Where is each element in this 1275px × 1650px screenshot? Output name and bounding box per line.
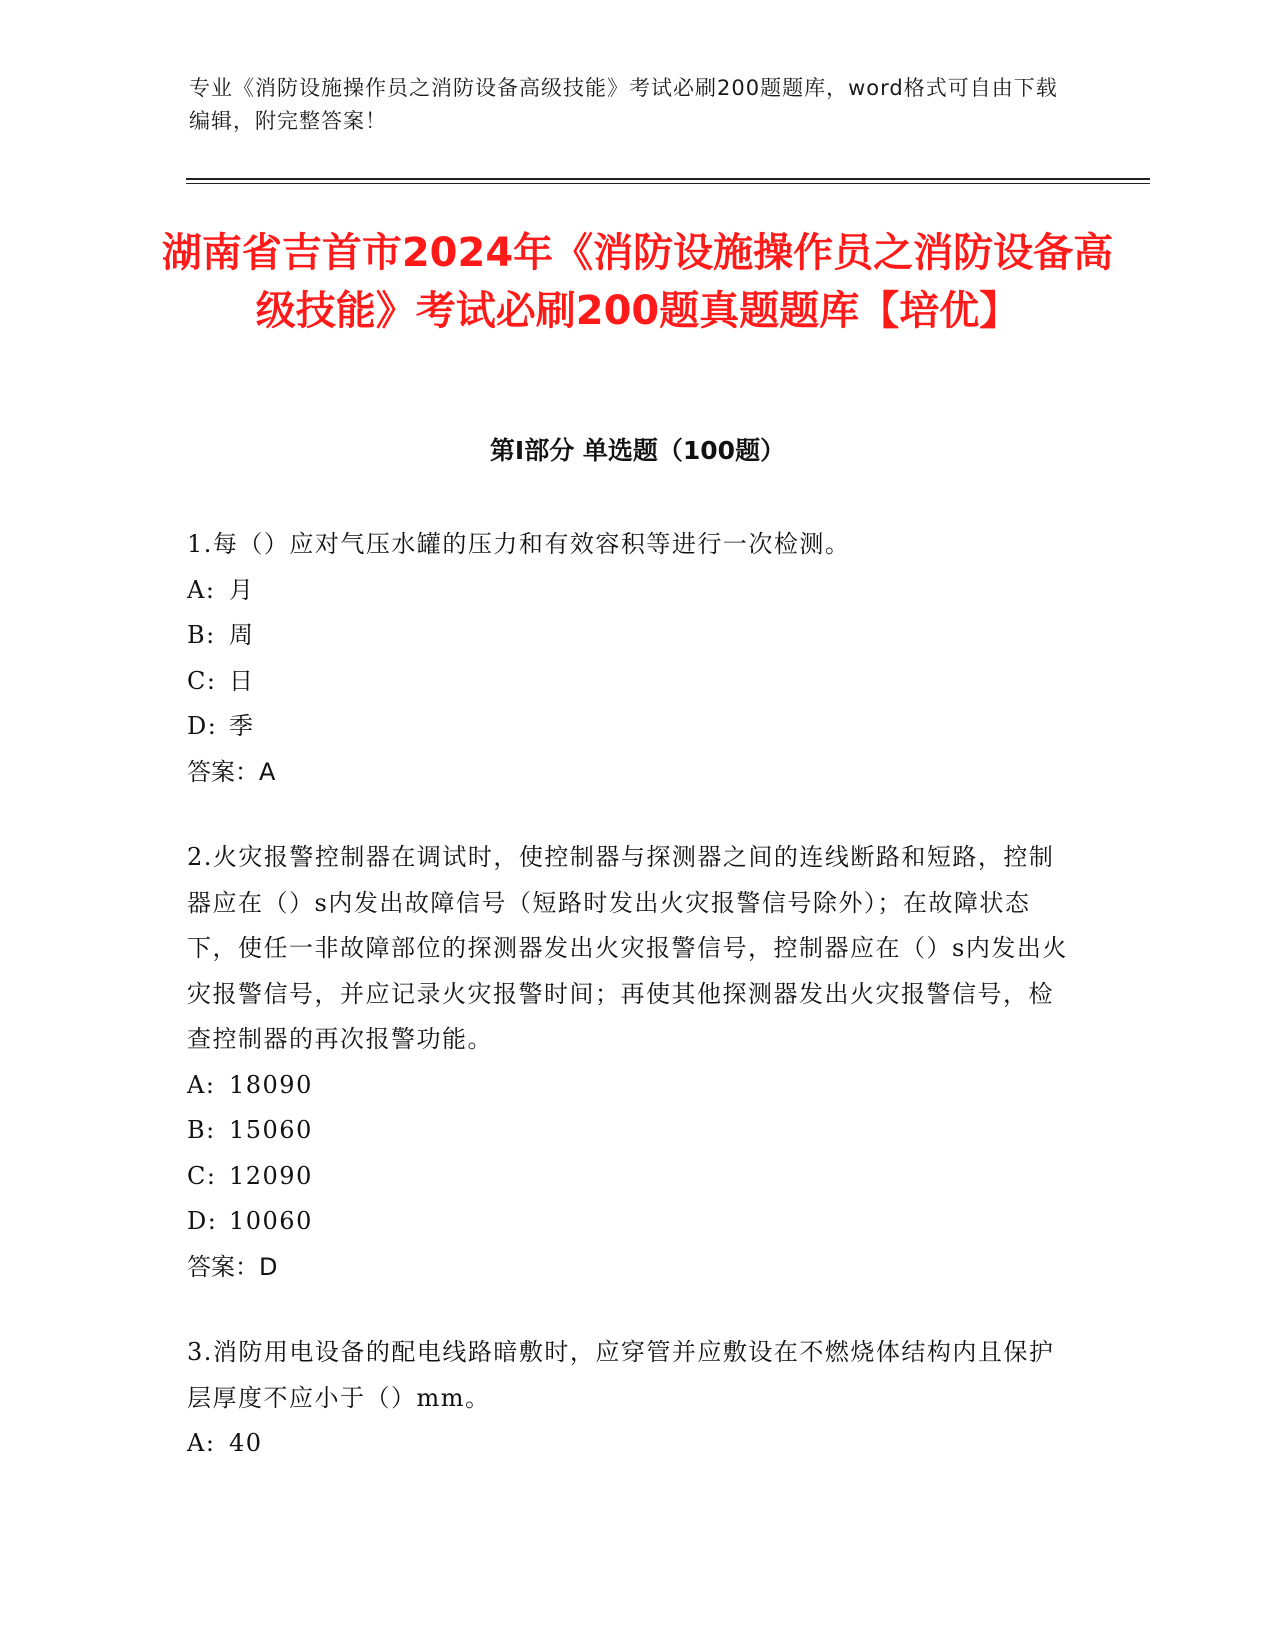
header-rule-thin <box>186 183 1150 184</box>
option-text: 日 <box>229 666 255 695</box>
option-text: 10060 <box>229 1207 313 1235</box>
answer: 答案：D <box>187 1252 278 1281</box>
option-c <box>187 1154 1077 1200</box>
question-2 <box>187 835 1077 1290</box>
option-text: 季 <box>229 712 255 740</box>
question-1 <box>187 522 1077 795</box>
header-rule-thick <box>186 178 1150 180</box>
option-text: 18090 <box>229 1070 313 1099</box>
option-key: A: <box>187 1070 216 1099</box>
section-heading: 第Ⅰ部分 单选题（100题） <box>489 436 786 465</box>
option-a <box>187 1063 1077 1109</box>
option-key: A: <box>187 1429 216 1457</box>
option-text: 月 <box>229 575 255 604</box>
option-key: A: <box>187 575 216 604</box>
option-text: 周 <box>229 621 255 649</box>
header-note: 专业《消防设施操作员之消防设备高级技能》考试必刷200题题库，word格式可自由下载编辑，附完整答案！ <box>189 76 1058 133</box>
option-text: 12090 <box>229 1161 313 1190</box>
option-a <box>187 1421 1077 1467</box>
option-key: B: <box>187 1116 216 1144</box>
document-title: 湖南省吉首市2024年《消防设施操作员之消防设备高级技能》考试必刷200题真题题库【培优】 <box>161 230 1114 334</box>
option-text: 40 <box>229 1429 263 1457</box>
option-d <box>187 704 1077 750</box>
question-3 <box>187 1330 1077 1467</box>
option-b <box>187 1108 1077 1154</box>
question-stem: 3.消防用电设备的配电线路暗敷时，应穿管并应敷设在不燃烧体结构内且保护层厚度不应小于（）mm。 <box>187 1338 1055 1412</box>
option-b <box>187 613 1077 659</box>
option-key: D: <box>187 712 218 740</box>
option-key: C: <box>187 1161 217 1190</box>
option-key: C: <box>187 666 217 695</box>
option-key: B: <box>187 621 216 649</box>
answer: 答案：A <box>187 757 276 786</box>
question-stem: 1.每（）应对气压水罐的压力和有效容积等进行一次检测。 <box>187 530 851 558</box>
question-list <box>187 522 1077 1507</box>
option-text: 15060 <box>229 1116 313 1144</box>
option-key: D: <box>187 1207 218 1235</box>
option-c <box>187 659 1077 705</box>
option-a <box>187 568 1077 614</box>
question-stem: 2.火灾报警控制器在调试时，使控制器与探测器之间的连线断路和短路，控制器应在（）s内发出故障信号（短路时发出火灾报警信号除外）；在故障状态下，使任一非故障部位的探测器发出火灾报警信号，控制器应在（）s内发出火灾报警信号，并应记录火灾报警时间；再使其他探测器发出火灾报警信号，检查控制器的再次报警功能。 <box>187 843 1068 1053</box>
option-d <box>187 1199 1077 1245</box>
